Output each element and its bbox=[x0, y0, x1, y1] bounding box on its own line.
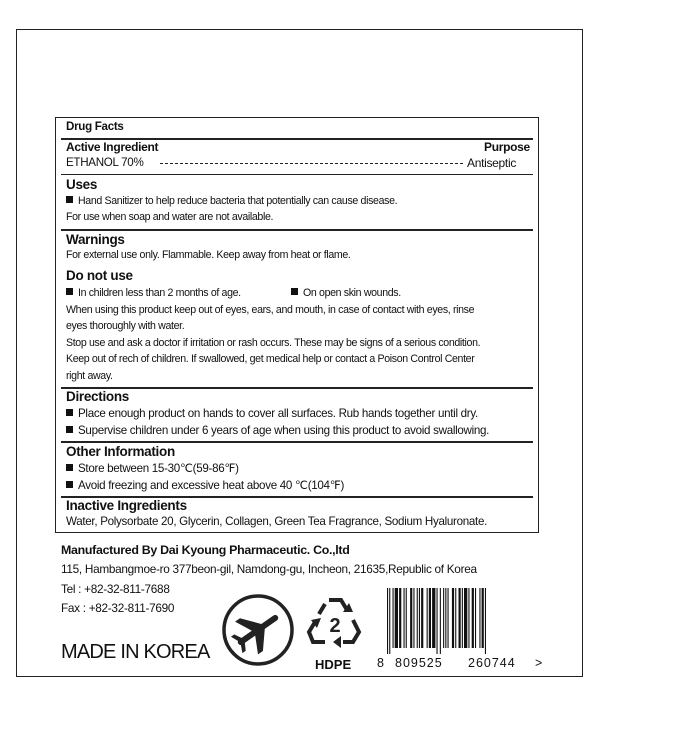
inactive-text: Water, Polysorbate 20, Glycerin, Collagen, Green Tea Fragrance, Sodium Hyaluronate. bbox=[66, 515, 488, 528]
barcode-bar bbox=[421, 588, 423, 648]
bullet-icon bbox=[66, 409, 73, 416]
barcode-bar bbox=[452, 588, 454, 648]
bullet-icon bbox=[66, 426, 73, 433]
bullet-icon bbox=[66, 288, 73, 295]
barcode-bar bbox=[462, 588, 463, 648]
purpose-heading: Purpose bbox=[484, 140, 530, 154]
barcode-bar bbox=[464, 588, 467, 648]
divider bbox=[61, 174, 533, 175]
bullet-icon bbox=[66, 481, 73, 488]
manufacturer-tel: Tel : +82-32-811-7688 bbox=[61, 582, 170, 596]
barcode-bar bbox=[427, 588, 428, 648]
other-info-heading: Other Information bbox=[66, 444, 175, 459]
divider bbox=[61, 387, 533, 389]
barcode-group1: 809525 bbox=[395, 656, 443, 670]
barcode-bar bbox=[389, 588, 390, 654]
barcode-bar bbox=[410, 588, 412, 648]
manufacturer-address: 115, Hambangmoe-ro 377beon-gil, Namdong-gu, Incheon, 21635,Republic of Korea bbox=[61, 562, 477, 576]
uses-item: Hand Sanitizer to help reduce bacteria that potentially can cause disease. bbox=[66, 195, 397, 207]
inactive-heading: Inactive Ingredients bbox=[66, 498, 187, 513]
barcode-bar bbox=[448, 588, 449, 648]
uses-heading: Uses bbox=[66, 177, 98, 192]
divider bbox=[61, 229, 533, 231]
warning-line: Keep out of rech of children. If swallowed, get medical help or contact a Poison Control Center bbox=[66, 353, 475, 365]
other-info-item: Store between 15-30℃(59-86℉) bbox=[66, 461, 239, 475]
barcode-bar bbox=[468, 588, 469, 648]
barcode-bar bbox=[413, 588, 414, 648]
warning-line: right away. bbox=[66, 370, 113, 382]
barcode-bar bbox=[393, 588, 394, 648]
do-not-use-heading: Do not use bbox=[66, 268, 133, 283]
purpose-value: Antiseptic bbox=[467, 156, 517, 170]
recycle-label: HDPE bbox=[315, 657, 352, 672]
barcode-bar bbox=[455, 588, 456, 648]
barcode-bar bbox=[399, 588, 401, 648]
barcode-group2: 260744 bbox=[468, 656, 516, 670]
barcode-bar bbox=[459, 588, 461, 648]
recycle-icon bbox=[303, 590, 367, 654]
drug-facts-title: Drug Facts bbox=[66, 120, 124, 133]
warnings-text: For external use only. Flammable. Keep away from heat or flame. bbox=[66, 249, 351, 261]
barcode-bar bbox=[432, 588, 435, 648]
barcode-bar bbox=[419, 588, 420, 648]
bullet-icon bbox=[291, 288, 298, 295]
active-ingredient-value: ETHANOL 70% bbox=[66, 156, 144, 169]
uses-note: For use when soap and water are not available. bbox=[66, 211, 274, 223]
directions-item: Supervise children under 6 years of age when using this product to avoid swallowing. bbox=[66, 424, 489, 437]
barcode-bar bbox=[406, 588, 407, 648]
warning-line: eyes thoroughly with water. bbox=[66, 320, 185, 332]
bullet-icon bbox=[66, 196, 73, 203]
manufacturer-fax: Fax : +82-32-811-7690 bbox=[61, 601, 175, 615]
barcode-bar bbox=[404, 588, 405, 648]
barcode-bar bbox=[443, 588, 444, 648]
bullet-icon bbox=[66, 464, 73, 471]
warnings-heading: Warnings bbox=[66, 232, 125, 247]
made-in-korea: MADE IN KOREA bbox=[61, 641, 210, 663]
barcode-bar bbox=[445, 588, 446, 648]
barcode-bar bbox=[417, 588, 418, 648]
do-not-use-item: In children less than 2 months of age. bbox=[66, 287, 241, 299]
active-ingredient-heading: Active Ingredient bbox=[66, 140, 159, 154]
warning-line: When using this product keep out of eyes, ears, and mouth, in case of contact with eyes, rinse bbox=[66, 304, 475, 316]
recycle-number: 2 bbox=[329, 615, 341, 637]
barcode-bars bbox=[385, 588, 535, 654]
barcode-end: > bbox=[535, 656, 543, 670]
barcode-bar bbox=[485, 588, 486, 654]
barcode-bar bbox=[440, 588, 441, 654]
barcode-first-digit: 8 bbox=[377, 656, 384, 670]
barcode-bar bbox=[437, 588, 438, 654]
barcode-bar bbox=[387, 588, 388, 654]
other-info-item: Avoid freezing and excessive heat above 40 ℃(104℉) bbox=[66, 478, 344, 492]
do-not-use-item: On open skin wounds. bbox=[291, 287, 401, 299]
manufacturer-line: Manufactured By Dai Kyoung Pharmaceutic. Co.,ltd bbox=[61, 543, 350, 557]
barcode-bar bbox=[475, 588, 476, 648]
divider bbox=[61, 441, 533, 443]
barcode-bar bbox=[479, 588, 480, 648]
barcode bbox=[385, 588, 535, 654]
barcode-bar bbox=[482, 588, 484, 648]
barcode-bar bbox=[395, 588, 398, 648]
barcode-bar bbox=[429, 588, 431, 648]
airplane-prohibited-icon bbox=[220, 592, 296, 668]
barcode-bar bbox=[472, 588, 474, 648]
leader-dashes bbox=[160, 163, 463, 164]
directions-item: Place enough product on hands to cover all surfaces. Rub hands together until dry. bbox=[66, 407, 478, 420]
directions-heading: Directions bbox=[66, 389, 130, 404]
warning-line: Stop use and ask a doctor if irritation or rash occurs. These may be signs of a serious condition. bbox=[66, 337, 481, 349]
